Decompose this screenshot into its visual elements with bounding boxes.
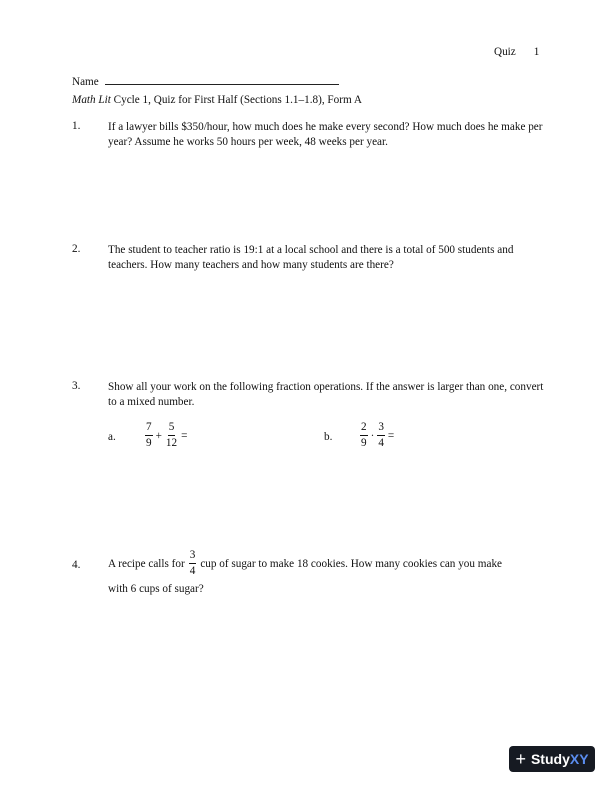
numerator: 2 (360, 421, 368, 436)
denominator: 4 (189, 565, 196, 577)
name-blank (105, 73, 339, 85)
page-number: 1 (533, 46, 540, 58)
question-4-line-1 (108, 549, 502, 578)
numerator: 7 (145, 421, 153, 436)
header-label: Quiz (494, 46, 516, 58)
badge-study: Study (530, 751, 570, 767)
part-a-expression (145, 421, 188, 450)
question-2-number: 2. (72, 243, 81, 255)
part-a-label: a. (108, 431, 116, 443)
question-4-text-after: cup of sugar to make 18 cookies. How many cookies can you make (200, 557, 502, 570)
question-1-text: If a lawyer bills $350/hour, how much does he make every second? How much does he make per year? Assume he works 50 hours per week, 48 weeks per year. (108, 121, 543, 148)
question-3-text: Show all your work on the following fraction operations. If the answer is larger than one, convert to a mixed number. (108, 381, 544, 408)
studyxy-badge[interactable] (509, 746, 595, 772)
denominator: 12 (165, 437, 178, 449)
name-label: Name (72, 76, 99, 88)
denominator: 9 (146, 437, 152, 449)
denominator: 9 (361, 437, 367, 449)
part-b-label: b. (324, 431, 333, 443)
plus-icon: + (515, 749, 526, 769)
question-3-number: 3. (72, 380, 81, 392)
numerator: 3 (377, 421, 385, 436)
numerator: 5 (168, 421, 176, 436)
name-line (72, 73, 339, 88)
operator: · (370, 429, 375, 442)
badge-xy: XY (569, 751, 589, 767)
subtitle-rest: Cycle 1, Quiz for First Half (Sections 1.1–1.8), Form A (110, 94, 362, 106)
fraction (360, 421, 368, 450)
quiz-subtitle (72, 94, 362, 106)
operator: + (155, 429, 162, 442)
question-4-line-2: with 6 cups of sugar? (108, 583, 204, 595)
fraction (165, 421, 178, 450)
course-name: Math Lit (72, 94, 111, 106)
numerator: 3 (189, 549, 197, 564)
part-b-expression (360, 421, 395, 450)
badge-text (531, 751, 589, 767)
question-2-text: The student to teacher ratio is 19:1 at a local school and there is a total of 500 students and teachers. How many teachers and how many students are there? (108, 244, 514, 271)
question-4-text-before: A recipe calls for (108, 557, 185, 570)
question-1-number: 1. (72, 120, 81, 132)
question-4-number: 4. (72, 559, 81, 571)
equals-sign: = (181, 429, 188, 442)
denominator: 4 (378, 437, 384, 449)
fraction (145, 421, 153, 450)
fraction (189, 549, 197, 578)
equals-sign: = (387, 429, 395, 442)
page-header (494, 46, 584, 58)
fraction (377, 421, 385, 450)
